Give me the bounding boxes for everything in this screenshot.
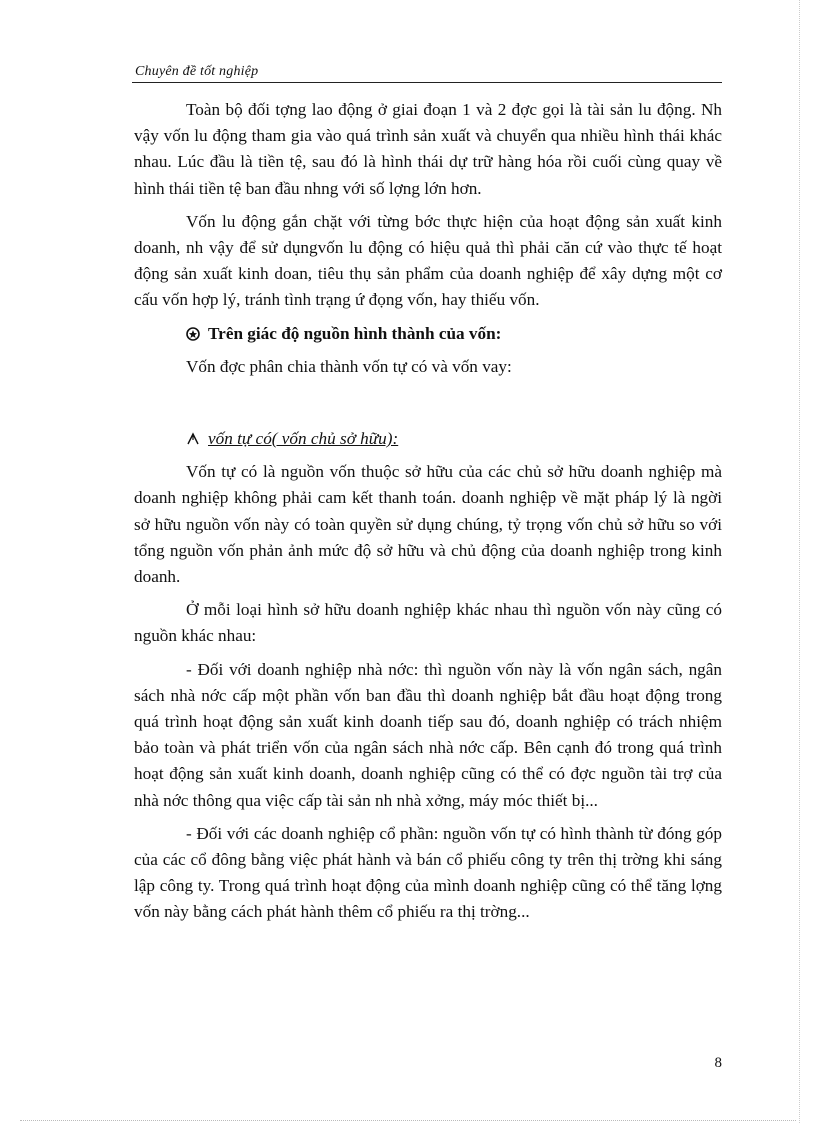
header-divider (132, 82, 722, 83)
pointer-icon (186, 432, 200, 446)
paragraph-1: Toàn bộ đối tợng lao động ở giai đoạn 1 và 2 đợc gọi là tài sản lu động. Nh vậy vốn lu động tham gia vào quá trình sản xuất và chuyển qua nhiều hình thái khác nhau. Lúc đầu là tiền tệ, sau đó là hình thái dự trữ hàng hóa rồi cuối cùng quay về hình thái tiền tệ ban đầu nhng với số lợng lớn hơn. (134, 100, 722, 198)
paragraph-4: Vốn tự có là nguồn vốn thuộc sở hữu của các chủ sở hữu doanh nghiệp mà doanh nghiệp không phải cam kết thanh toán. doanh nghiệp về mặt pháp lý là ngời sở hữu nguồn vốn này có toàn quyền sử dụng chúng, tỷ trọng vốn chủ sở hữu so với tổng nguồn vốn phản ảnh mức độ sở hữu và chủ động của doanh nghiệp trong kinh doanh. (134, 462, 722, 587)
page-number: 8 (714, 1055, 722, 1071)
section-heading-text: Trên giác độ nguồn hình thành của vốn: (208, 323, 502, 343)
bottom-dotted-divider (20, 1120, 796, 1121)
recycle-star-icon (186, 327, 200, 341)
right-dotted-divider (799, 0, 800, 1123)
paragraph-7: - Đối với các doanh nghiệp cổ phần: nguồn vốn tự có hình thành từ đóng góp của các cổ đông bằng việc phát hành và bán cổ phiếu công ty trên thị trờng khi sáng lập công ty. Trong quá trình hoạt động của mình doanh nghiệp cũng có thể tăng lợng vốn này bằng cách phát hành thêm cổ phiếu ra thị trờng... (134, 823, 722, 922)
paragraph-6: - Đối với doanh nghiệp nhà nớc: thì nguồn vốn này là vốn ngân sách, ngân sách nhà nớc cấp một phần vốn ban đầu thì doanh nghiệp bắt đầu hoạt động trong quá trình hoạt động sản xuất kinh doanh tiếp sau đó, doanh nghiệp có trách nhiệm bảo toàn và phát triển vốn của ngân sách nhà nớc cấp. Bên cạnh đó trong quá trình hoạt động sản xuất kinh doanh, doanh nghiệp cũng có thể có đợc nguồn tài trợ của nhà nớc thông qua việc cấp tài sản nh nhà xởng, máy móc thiết bị... (134, 659, 722, 810)
sub-heading-text: vốn tự có( vốn chủ sở hữu): (208, 429, 399, 449)
sub-heading (134, 426, 722, 452)
document-body (134, 97, 722, 926)
section-heading (134, 321, 722, 347)
paragraph-5: Ở mỗi loại hình sở hữu doanh nghiệp khác nhau thì nguồn vốn này cũng có nguồn khác nhau: (134, 600, 722, 646)
page-header-title: Chuyên đề tốt nghiệp (135, 64, 259, 79)
paragraph-3: Vốn đợc phân chia thành vốn tự có và vốn vay: (186, 356, 512, 376)
paragraph-2: Vốn lu động gắn chặt với từng bớc thực hiện của hoạt động sản xuất kinh doanh, nh vậy để sử dụngvốn lu động có hiệu quả thì phải căn cứ vào thực tế hoạt động sản xuất kinh doan, tiêu thụ sản phẩm của doanh nghiệp để xây dựng một cơ cấu vốn hợp lý, tránh tình trạng ứ đọng vốn, hay thiếu vốn. (134, 211, 722, 310)
